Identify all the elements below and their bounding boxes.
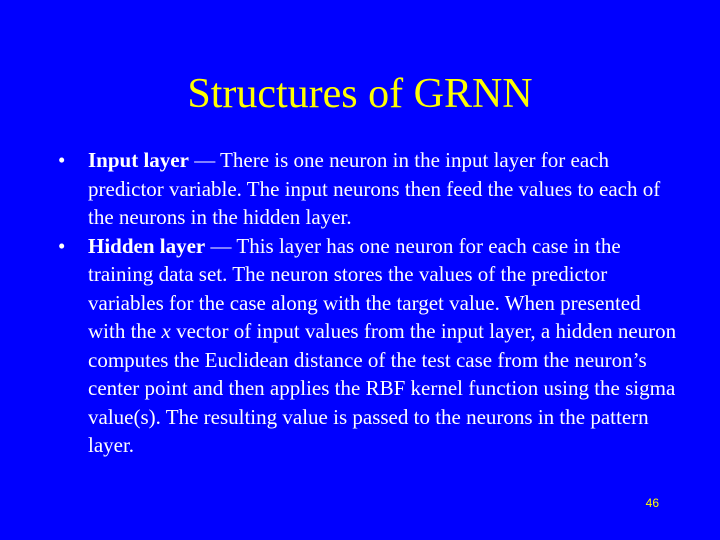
- bullet-icon: •: [58, 233, 66, 258]
- slide-title: Structures of GRNN: [187, 71, 533, 117]
- bullet-list: [58, 146, 678, 460]
- bullet-term: Hidden layer: [88, 233, 206, 258]
- bullet-text-before: — This layer has one neuron for each case in the training data set. The neuron stores the values of the predictor variables for the case along with the target value. When presented with the: [88, 233, 641, 343]
- bullet-input-layer: [58, 146, 678, 232]
- page-number: 46: [645, 496, 659, 510]
- bullet-term: Input layer: [88, 148, 189, 172]
- bullet-hidden-layer: [58, 232, 678, 460]
- bullet-text-after: vector of input values from the input layer, a hidden neuron computes the Euclidean distance of the test case from the neuron’s center point and then applies the RBF kernel function using the sigma value(s). The resulting value is passed to the neurons in the pattern layer.: [88, 319, 677, 457]
- bullet-icon: •: [58, 148, 66, 172]
- bullet-italic-variable: x: [161, 319, 171, 343]
- bullet-text: — There is one neuron in the input layer for each predictor variable. The input neurons then feed the values to each of the neurons in the hidden layer.: [88, 148, 661, 229]
